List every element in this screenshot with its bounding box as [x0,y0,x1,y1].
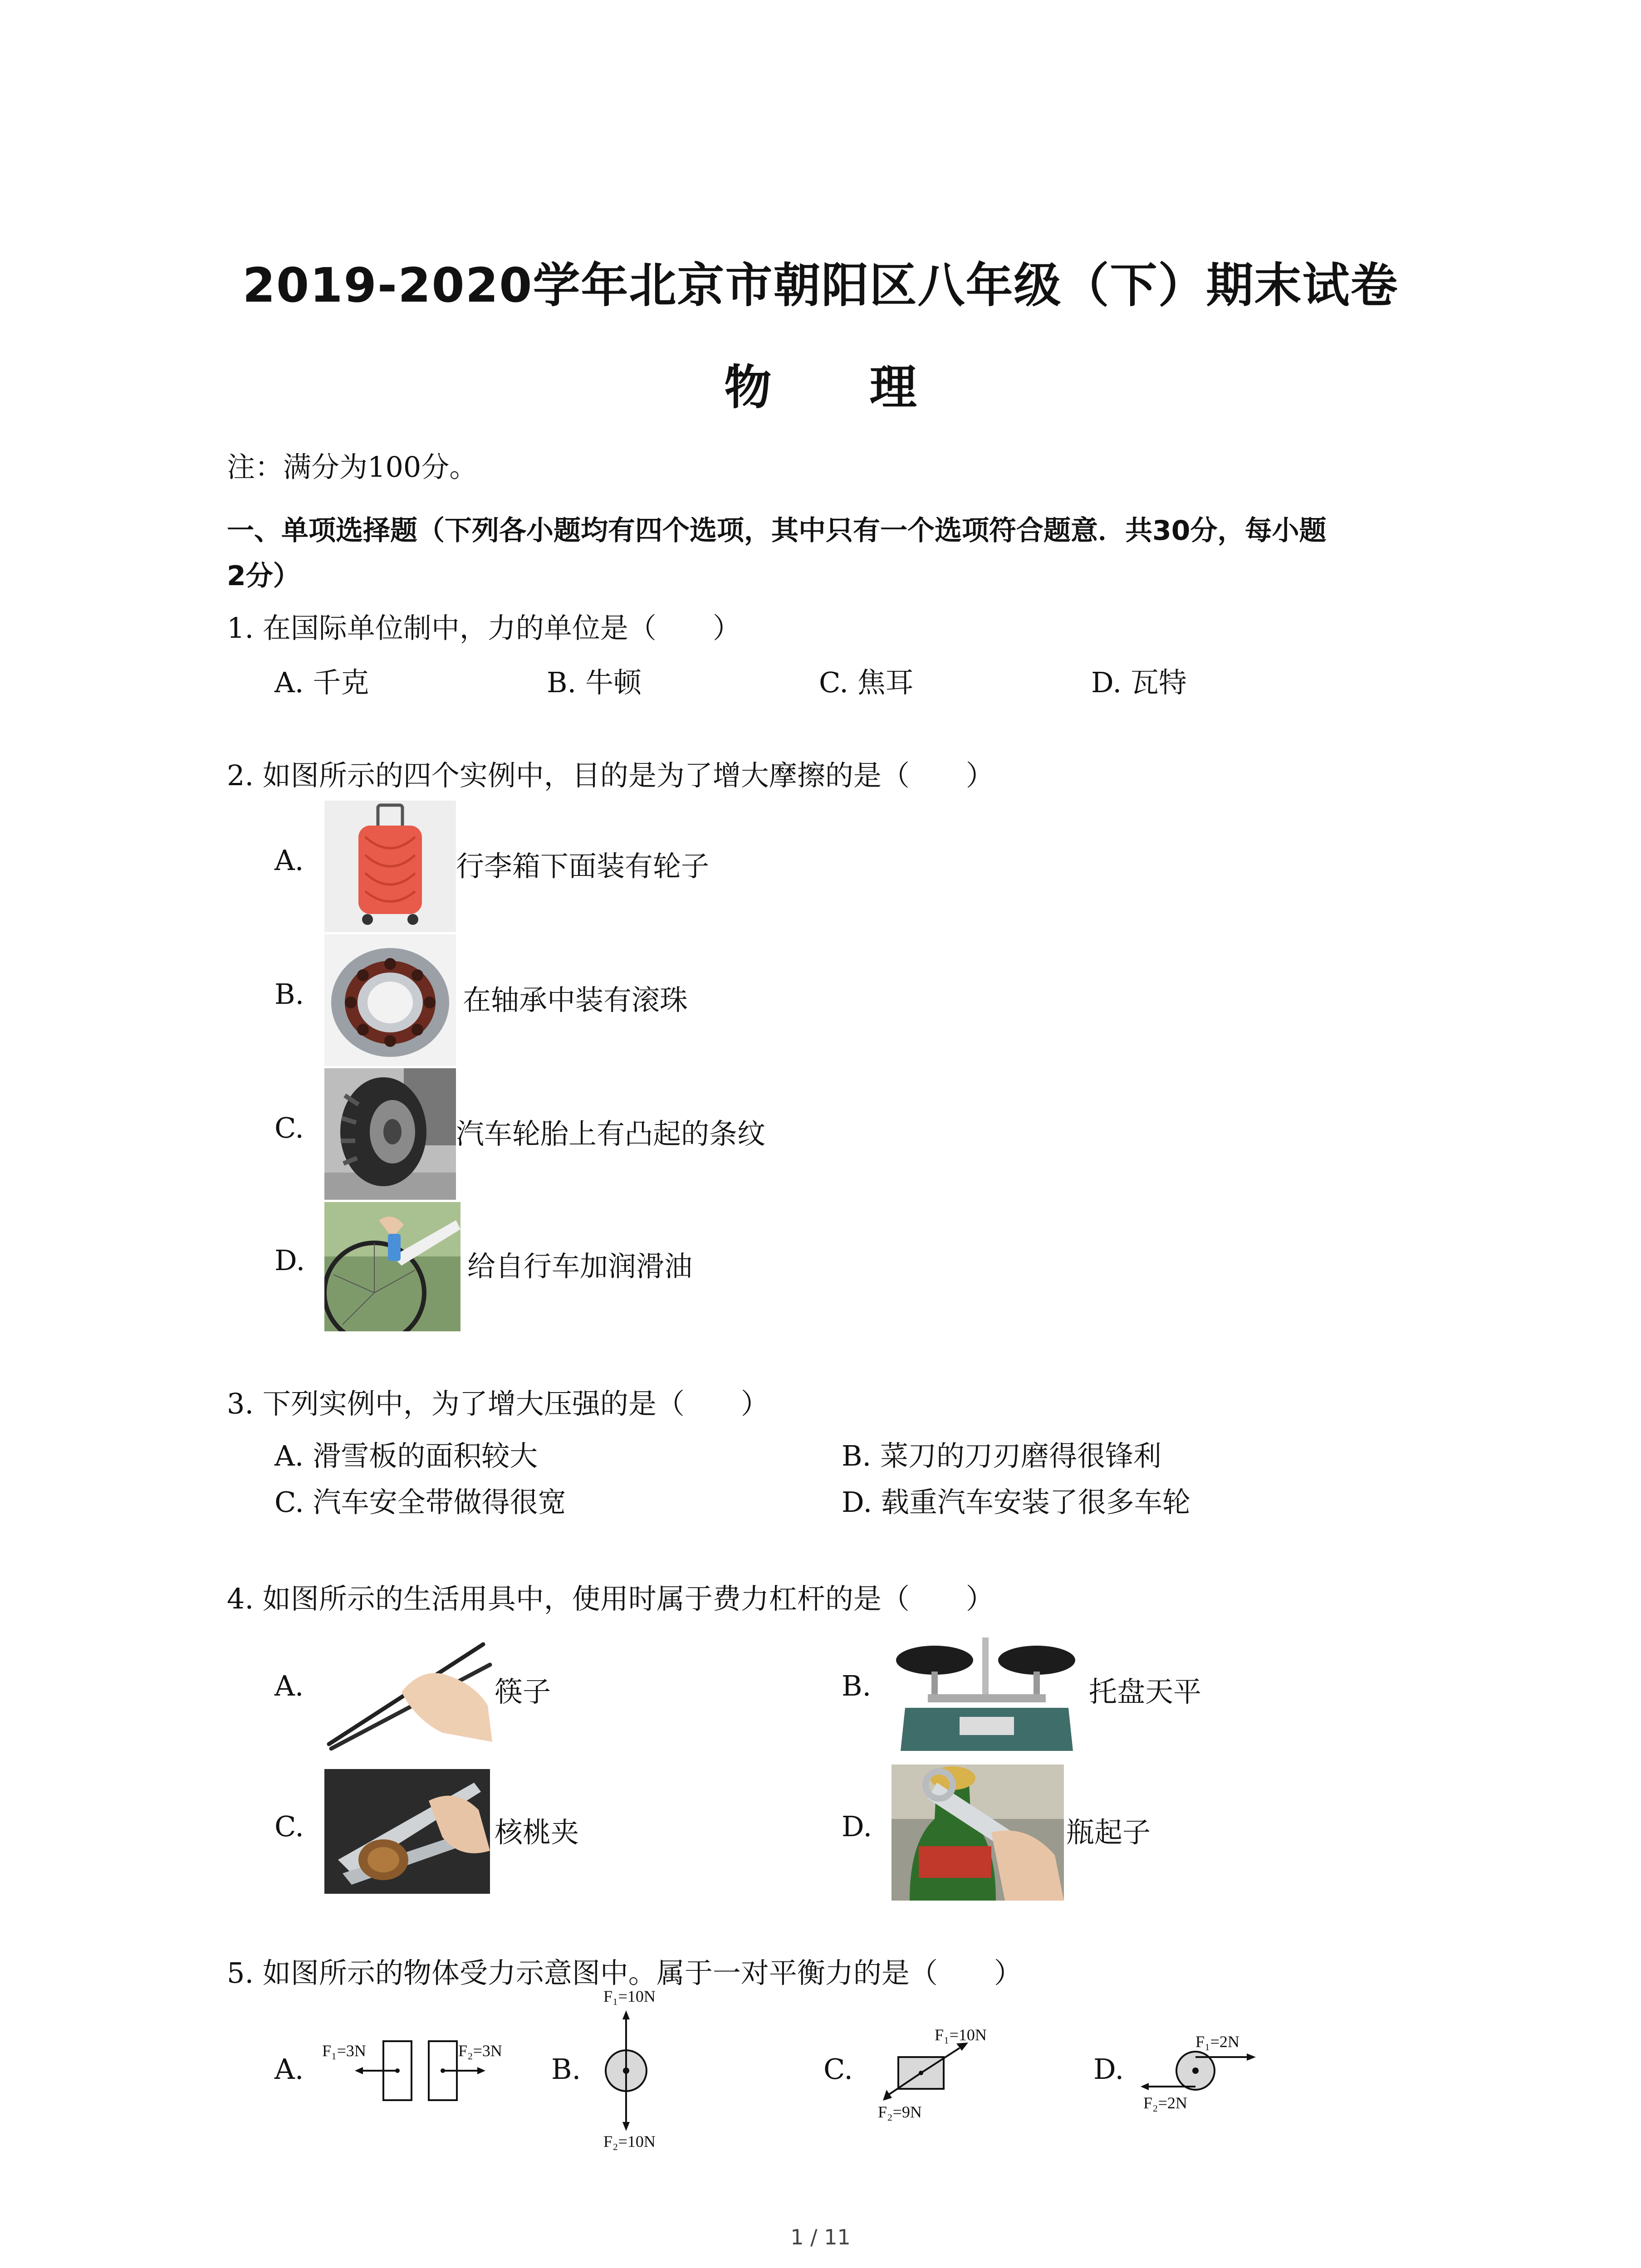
q2-option-a-text: 行李箱下面装有轮子 [456,850,710,883]
balance-scale-image [892,1628,1082,1755]
q3-stem: 3. 下列实例中，为了增大压强的是（ ） [227,1387,769,1420]
q2-option-b-text: 在轴承中装有滚珠 [463,983,688,1017]
nutcracker-image [324,1769,490,1894]
q4-option-b-letter: B. [842,1669,872,1702]
q4-option-a-text: 筷子 [495,1675,551,1708]
q5-b-f1-label: F₁=10N [603,1987,656,2005]
q4-option-c-text: 核桃夹 [495,1816,579,1849]
q5-option-b-letter: B. [551,2053,581,2086]
q4-stem: 4. 如图所示的生活用具中，使用时属于费力杠杆的是（ ） [227,1582,994,1615]
q5-c-f1-label: F₁=10N [935,2026,987,2044]
q2-option-d-letter: D. [274,1244,305,1277]
q4-option-d-letter: D. [842,1810,872,1843]
q2-option-b-letter: B. [274,978,304,1011]
q5-d-f2-label: F₂=2N [1143,2094,1187,2112]
suitcase-image [324,801,456,932]
bearing-image [324,934,456,1066]
q5-diagram-a [318,2032,517,2114]
q3-option-d: D. 载重汽车安装了很多车轮 [842,1486,1190,1519]
q5-option-d-letter: D. [1093,2053,1124,2086]
q1-option-b: B. 牛顿 [547,666,642,699]
q5-option-c-letter: C. [823,2053,853,2086]
q5-option-a-letter: A. [274,2053,304,2086]
q5-a-f1-label: F₁=3N [322,2042,366,2060]
q1-stem: 1. 在国际单位制中，力的单位是（ ） [227,611,741,645]
q4-option-d-text: 瓶起子 [1066,1816,1151,1849]
q1-option-c: C. 焦耳 [819,666,914,699]
q5-diagram-c [871,2016,1021,2125]
q2-option-a-letter: A. [274,844,304,877]
page-number: 1 / 11 [790,2225,851,2249]
bicycle-oiling-image [324,1202,460,1331]
q3-option-b: B. 菜刀的刀刃磨得很锋利 [842,1439,1161,1472]
q3-option-a: A. 滑雪板的面积较大 [274,1439,538,1472]
q5-stem: 5. 如图所示的物体受力示意图中。属于一对平衡力的是（ ） [227,1956,1022,1989]
q1-option-a: A. 千克 [274,666,369,699]
q4-option-a-letter: A. [274,1669,304,1702]
q2-option-c-letter: C. [274,1111,304,1144]
chopsticks-image [324,1637,492,1751]
q1-option-d: D. 瓦特 [1091,666,1187,699]
subject-title: 物 理 [724,360,958,415]
q5-b-f2-label: F₂=10N [603,2132,656,2151]
score-note: 注：满分为100分。 [227,450,478,484]
q3-option-c: C. 汽车安全带做得很宽 [274,1486,566,1519]
q2-option-d-text: 给自行车加润滑油 [467,1250,693,1283]
q5-c-f2-label: F₂=9N [878,2103,922,2121]
q4-option-b-text: 托盘天平 [1089,1675,1202,1708]
q5-a-f2-label: F₂=3N [458,2042,502,2060]
q2-option-c-text: 汽车轮胎上有凸起的条纹 [456,1117,766,1150]
section-heading-cont: 2分） [227,560,300,592]
q5-diagram-b [585,1987,685,2150]
q5-d-f1-label: F₁=2N [1195,2033,1239,2051]
q4-option-c-letter: C. [274,1810,304,1843]
tire-image [324,1068,456,1200]
section-heading: 一、单项选择题（下列各小题均有四个选项，其中只有一个选项符合题意．共30分，每小题 [227,515,1327,547]
page-title: 2019-2020学年北京市朝阳区八年级（下）期末试卷 [242,258,1399,313]
q5-diagram-d [1139,2019,1275,2123]
q2-stem: 2. 如图所示的四个实例中，目的是为了增大摩擦的是（ ） [227,759,994,792]
bottle-opener-image [892,1765,1064,1901]
